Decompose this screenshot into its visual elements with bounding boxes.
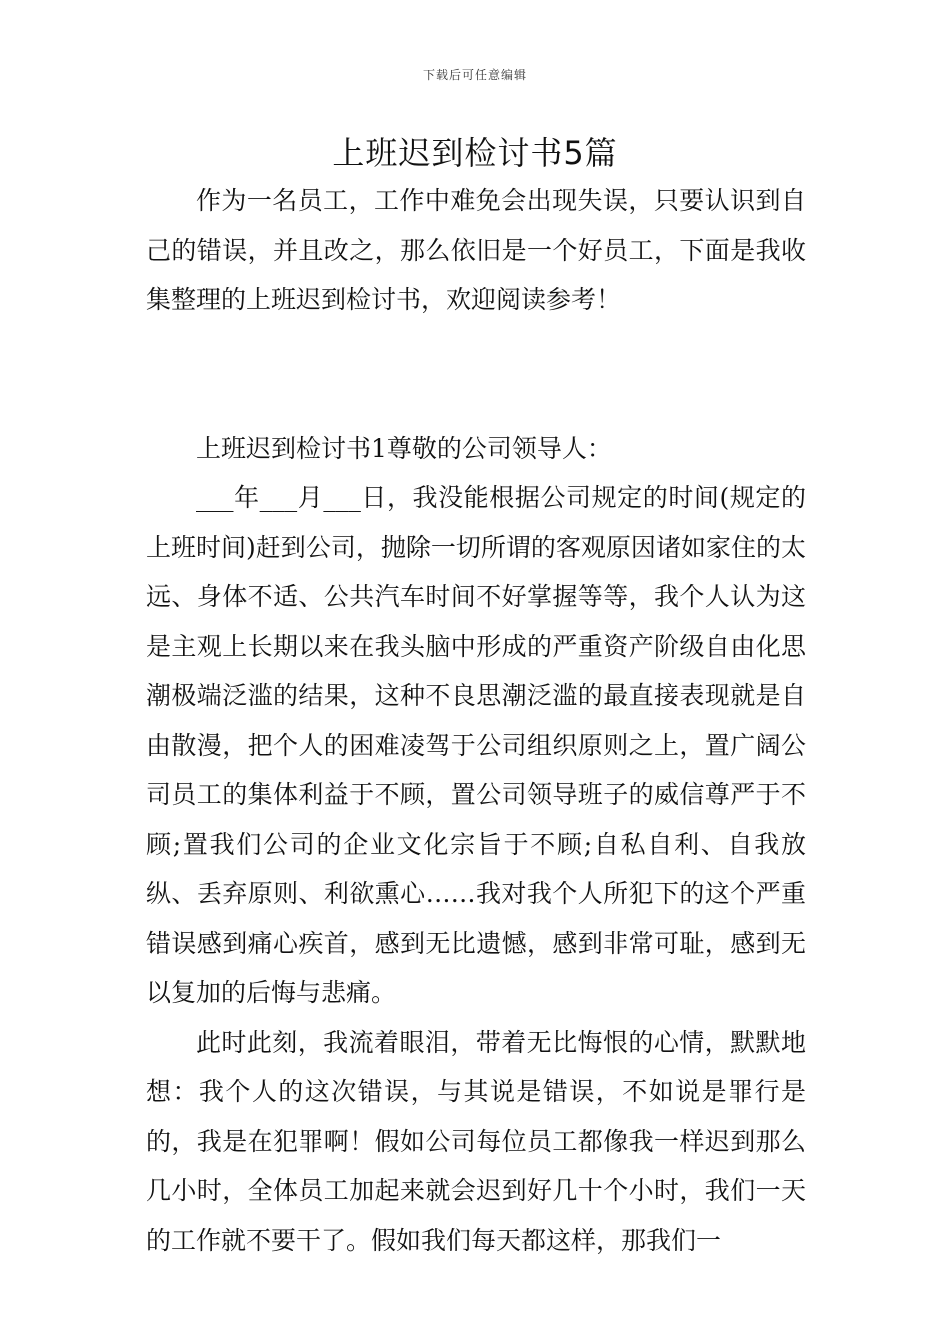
header-note: 下载后可任意编辑: [422, 68, 527, 82]
body-paragraph: 此时此刻，我流着眼泪，带着无比悔恨的心情，默默地想：我个人的这次错误，与其说是错误，不如说是罪行是的，我是在犯罪啊！假如公司每位员工都像我一样迟到那么几小时，全体员工加起来就会迟到好几十个小时，我们一天的工作就不要干了。假如我们每天都这样，那我们一: [146, 1027, 806, 1255]
intro-paragraph: 作为一名员工，工作中难免会出现失误，只要认识到自己的错误，并且改之，那么依旧是一个好员工，下面是我收集整理的上班迟到检讨书，欢迎阅读参考！: [146, 186, 806, 314]
body-paragraph: ___年___月___日，我没能根据公司规定的时间(规定的上班时间)赶到公司，抛除一切所谓的客观原因诸如家住的太远、身体不适、公共汽车时间不好掌握等等，我个人认为这是主观上长期以来在我头脑中形成的严重资产阶级自由化思潮极端泛滥的结果，这种不良思潮泛滥的最直接表现就是自由散漫，把个人的困难凌驾于公司组织原则之上，置广阔公司员工的集体利益于不顾，置公司领导班子的威信尊严于不顾;置我们公司的企业文化宗旨于不顾;自私自利、自我放纵、丢弃原则、利欲熏心……我对我个人所犯下的这个严重错误感到痛心疾首，感到无比遗憾，感到非常可耻，感到无以复加的后悔与悲痛。: [146, 483, 806, 1007]
document-title: 上班迟到检讨书5篇: [332, 134, 618, 172]
paragraph-spacer: [146, 325, 806, 424]
document-body: [146, 176, 806, 1265]
salutation-paragraph: 上班迟到检讨书1尊敬的公司领导人：: [196, 433, 612, 463]
